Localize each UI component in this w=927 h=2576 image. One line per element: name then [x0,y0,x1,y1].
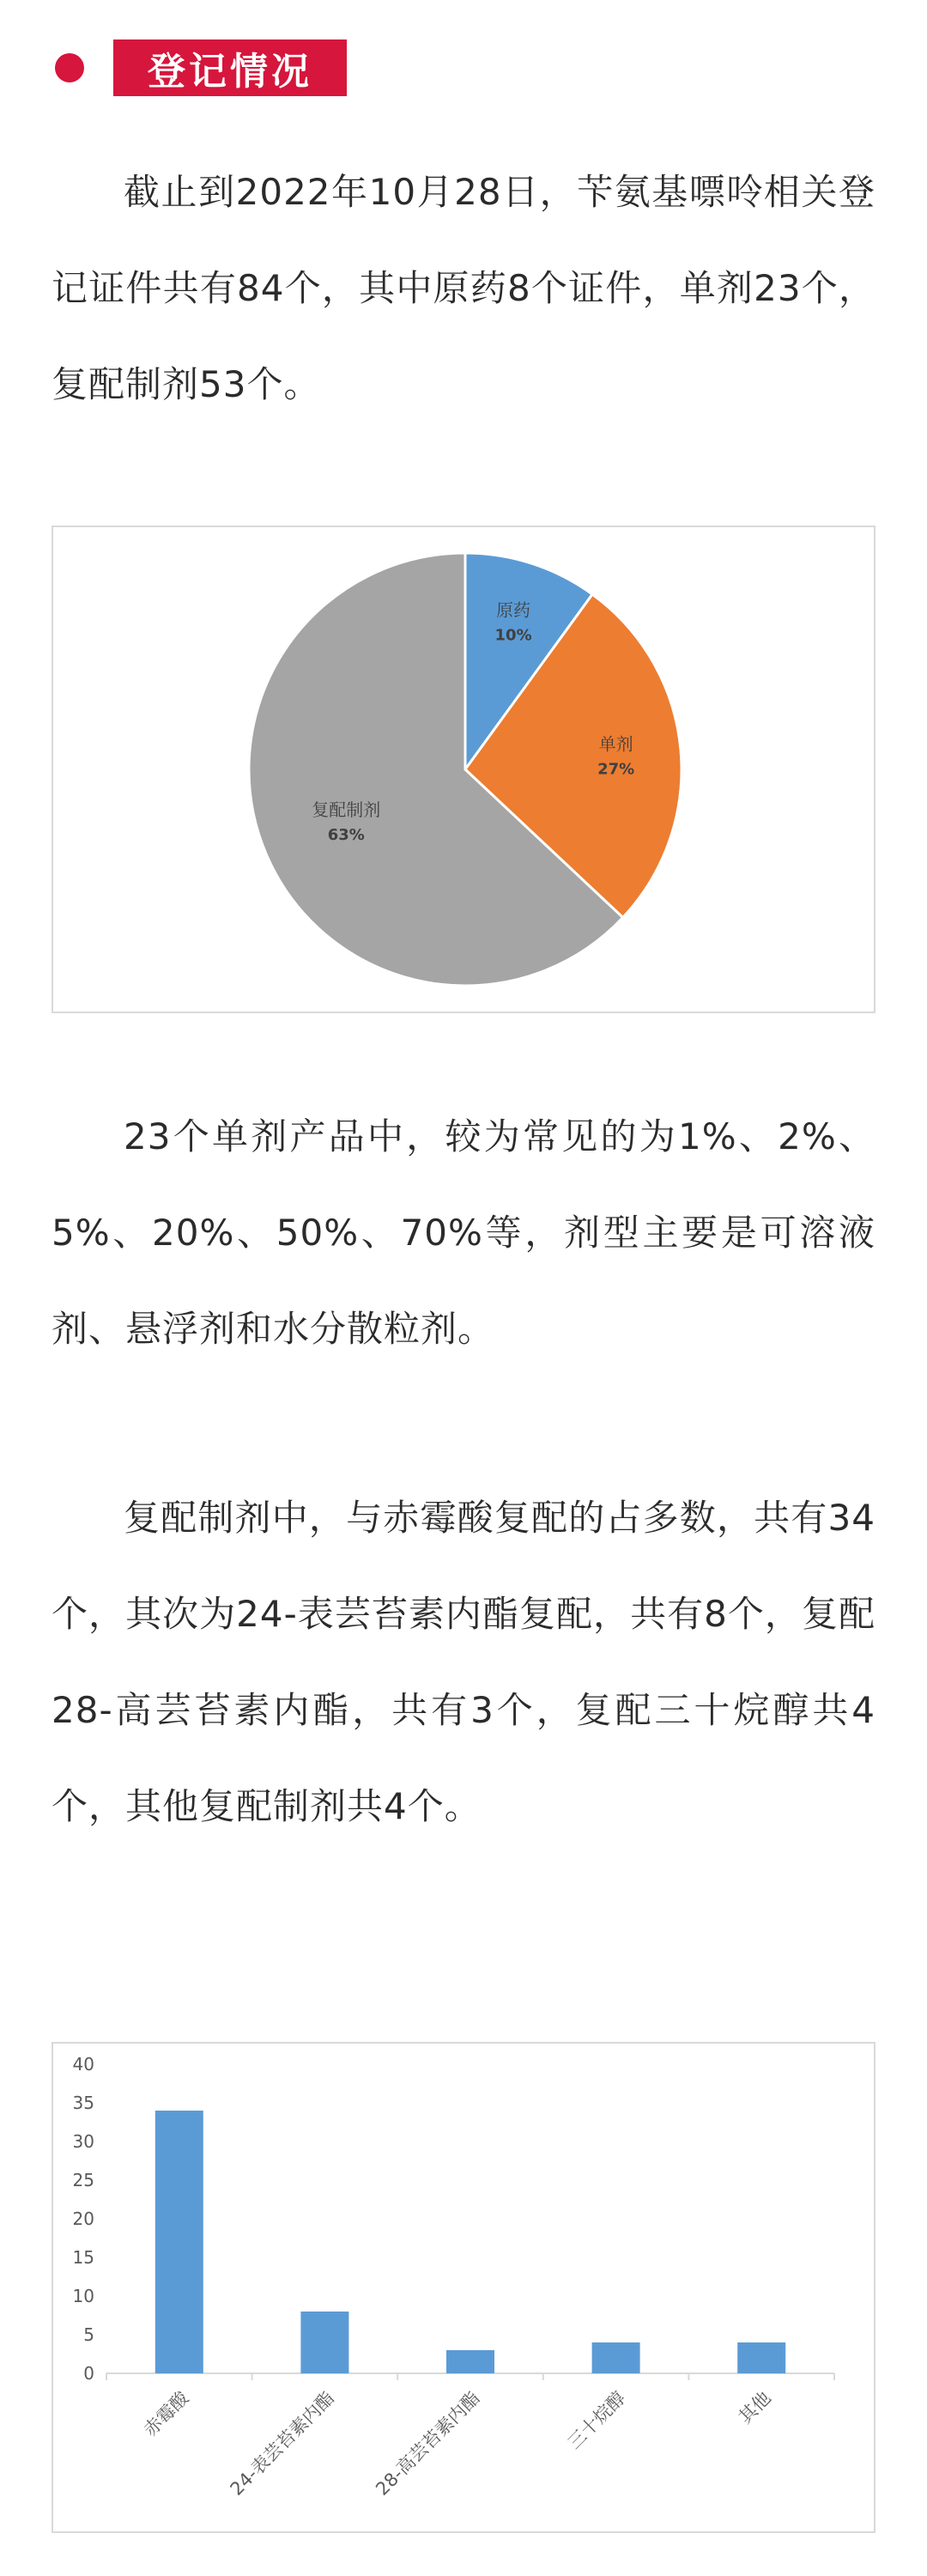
y-tick-label: 30 [72,2131,94,2152]
pie-slice-percent: 27% [597,760,635,779]
pie-slice-percent: 63% [327,826,365,845]
red-dot-icon [55,53,84,82]
paragraph-registration: 截止到2022年10月28日，苄氨基嘌呤相关登记证件共有84个，其中原药8个证件，单剂23个，复配制剂53个。 [52,171,876,405]
bar-chart [52,2042,876,2533]
bar [155,2111,203,2373]
pie-slice-label: 原药 [496,599,531,621]
pie-slice-percent: 10% [494,626,532,645]
pie-chart [52,526,876,1013]
pie-slice-label: 单剂 [598,733,633,755]
section-title: 登记情况 [113,39,347,96]
x-tick-label: 赤霉酸 [139,2387,193,2441]
x-tick-label: 其他 [735,2387,775,2428]
bar [592,2342,640,2373]
section-header [55,39,347,96]
paragraph-mixtures: 复配制剂中，与赤霉酸复配的占多数，共有34个，其次为24-表芸苔素内酯复配，共有8个，复配28-高芸苔素内酯，共有3个，复配三十烷醇共4个，其他复配制剂共4个。 [52,1497,876,1827]
bar [446,2350,494,2373]
y-tick-label: 35 [72,2093,94,2113]
bar [300,2312,348,2373]
y-tick-label: 5 [83,2324,94,2345]
y-tick-label: 10 [72,2286,94,2306]
paragraph-single-agents: 23个单剂产品中，较为常见的为1%、2%、5%、20%、50%、70%等，剂型主要是可溶液剂、悬浮剂和水分散粒剂。 [52,1115,876,1350]
y-tick-label: 0 [83,2363,94,2384]
x-tick-label: 三十烷醇 [563,2387,630,2453]
x-tick-label: 28-高芸苔素内酯 [372,2387,484,2500]
pie-slice-label: 复配制剂 [312,799,381,821]
pie-chart-svg [53,527,874,1012]
bar-chart-svg [53,2044,874,2531]
y-tick-label: 40 [72,2054,94,2075]
x-tick-label: 24-表芸苔素内酯 [226,2387,338,2500]
y-tick-label: 15 [72,2247,94,2268]
y-tick-label: 20 [72,2208,94,2229]
y-tick-label: 25 [72,2170,94,2190]
bar [737,2342,785,2373]
